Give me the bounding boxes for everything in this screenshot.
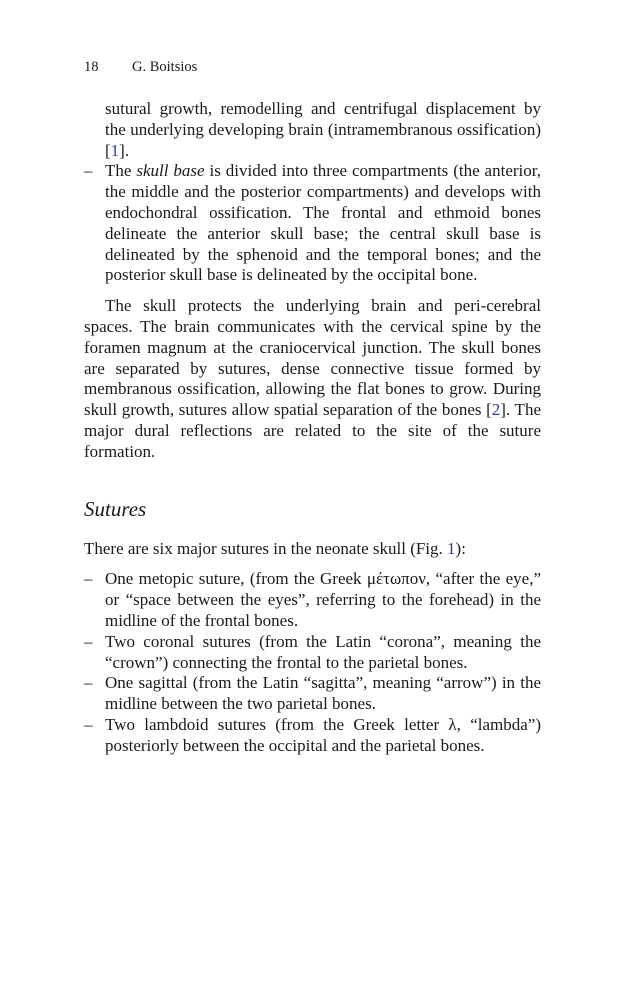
text-segment: ]. The major dural reflections are related to the site of the suture formation. — [84, 400, 541, 461]
list-dash: – — [84, 569, 93, 589]
continued-list-text — [84, 99, 541, 161]
citation-link[interactable]: 1 — [110, 140, 120, 160]
text-segment: ]. — [119, 140, 130, 160]
list-dash: – — [84, 673, 93, 693]
page-number: 18 — [84, 59, 99, 75]
list-dash: – — [84, 631, 93, 651]
list-item-text: One metopic suture, (from the Greek μέτωπον, “after the eye,” or “space between the eyes”, referring to the forehead) in the midline of the frontal bones. — [105, 569, 541, 630]
text-segment: is divided into three compartments (the anterior, the middle and the posterior compartments) and develops with endochondral ossification. The frontal and ethmoid bones delineate the anterior skull base; the central skull base is delineated by the sphenoid and the temporal bones; and the posterior skull base is delineated by the occipital bone. — [105, 161, 541, 285]
emphasized-term: skull base — [136, 161, 205, 181]
citation-link[interactable]: 2 — [491, 400, 501, 420]
list-dash: – — [84, 161, 93, 181]
list-item — [84, 715, 541, 757]
list-item-text: Two lambdoid sutures (from the Greek letter λ, “lambda”) posteriorly between the occipital and the parietal bones. — [105, 714, 541, 755]
text-segment: sutural growth, remodelling and centrifugal displacement by the underlying developing brain (intramembranous ossification) [ — [105, 99, 541, 160]
author-name: G. Boitsios — [132, 59, 198, 75]
body-paragraph — [84, 296, 541, 462]
text-segment: There are six major sutures in the neonate skull (Fig. — [84, 538, 448, 558]
list-dash: – — [84, 714, 93, 734]
sutures-list — [84, 569, 541, 756]
figure-link[interactable]: 1 — [447, 538, 456, 558]
list-item-text — [105, 161, 541, 286]
text-segment: ): — [455, 538, 466, 558]
list-item-text: One sagittal (from the Latin “sagitta”, meaning “arrow”) in the midline between the two parietal bones. — [105, 673, 541, 714]
running-head — [84, 57, 541, 77]
list-item — [84, 673, 541, 715]
section-intro — [84, 539, 541, 560]
list-item — [84, 632, 541, 674]
page — [84, 57, 541, 757]
list-item — [84, 569, 541, 631]
list-item-text: Two coronal sutures (from the Latin “corona”, meaning the “crown”) connecting the frontal to the parietal bones. — [105, 631, 541, 672]
text-segment: The skull protects the underlying brain and peri-cerebral spaces. The brain communicates with the cervical spine by the foramen magnum at the craniocervical junction. The skull bones are separated by sutures, dense connective tissue formed by membranous ossification, allowing the flat bones to grow. During skull growth, sutures allow spatial separation of the bones [ — [84, 296, 541, 420]
section-heading: Sutures — [84, 496, 147, 521]
skull-structure-list — [84, 161, 541, 286]
text-segment: The — [105, 161, 137, 181]
list-item — [84, 161, 541, 286]
